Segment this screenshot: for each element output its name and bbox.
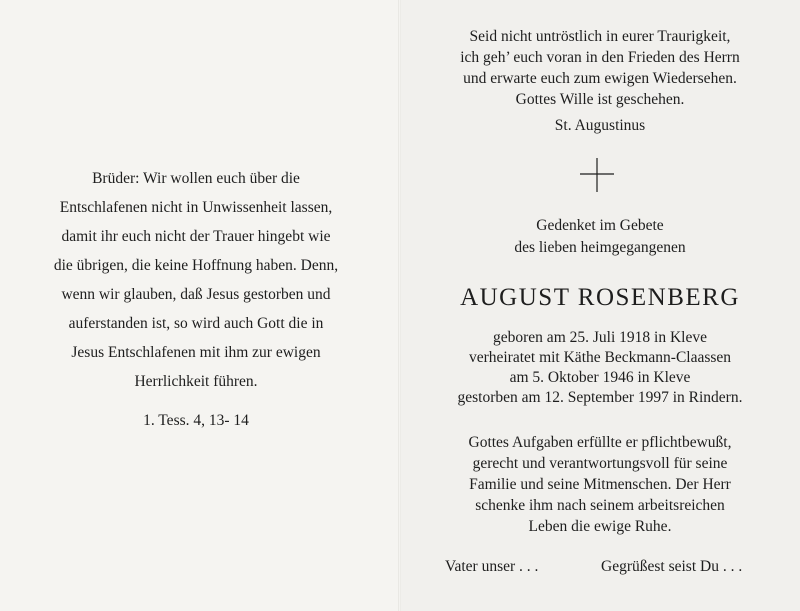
deceased-name: AUGUST ROSENBERG — [460, 284, 740, 311]
verse-line: die übrigen, die keine Hoffnung haben. Denn, — [53, 257, 339, 274]
date-line: verheiratet mit Käthe Beckmann-Claassen — [468, 349, 732, 366]
verse-line: damit ihr euch nicht der Trauer hingebt wie — [61, 228, 331, 245]
tribute-text — [400, 432, 800, 537]
quote-line: und erwarte euch zum ewigen Wiedersehen. — [463, 70, 737, 87]
prayer-our-father: Vater unser . . . — [445, 558, 539, 575]
date-line: gestorben am 12. September 1997 in Rindern. — [457, 389, 743, 406]
tribute-line: Familie und seine Mitmenschen. Der Herr — [469, 476, 731, 493]
tribute-line: Gottes Aufgaben erfüllte er pflichtbewußt, — [468, 434, 732, 451]
remembrance-text — [400, 215, 800, 259]
tribute-line: gerecht und verantwortungsvoll für seine — [472, 455, 728, 472]
quote-line: ich geh’ euch voran in den Frieden des Herrn — [460, 49, 740, 66]
quote-line: Seid nicht untröstlich in eurer Traurigkeit, — [469, 28, 731, 45]
quote — [400, 26, 800, 110]
quote-author: St. Augustinus — [554, 117, 646, 134]
verse-line: Entschlafenen nicht in Unwissenheit lassen, — [59, 199, 333, 216]
verse-line: Brüder: Wir wollen euch über die — [92, 170, 300, 187]
bible-verse — [20, 164, 372, 396]
date-line: geboren am 25. Juli 1918 in Kleve — [493, 329, 707, 346]
cross-icon — [580, 158, 614, 192]
verse-line: Herrlichkeit führen. — [134, 373, 258, 390]
verse-line: wenn wir glauben, daß Jesus gestorben und — [61, 286, 331, 303]
tribute-line: Leben die ewige Ruhe. — [528, 518, 672, 535]
verse-reference: 1. Tess. 4, 13- 14 — [143, 412, 249, 429]
remembrance-line: des lieben heimgegangenen — [514, 239, 686, 256]
verse-line: auferstanden ist, so wird auch Gott die in — [68, 315, 324, 332]
remembrance-line: Gedenket im Gebete — [536, 217, 664, 234]
date-line: am 5. Oktober 1946 in Kleve — [509, 369, 691, 386]
tribute-line: schenke ihm nach seinem arbeitsreichen — [475, 497, 725, 514]
quote-line: Gottes Wille ist geschehen. — [515, 91, 685, 108]
prayer-hail-mary: Gegrüßest seist Du . . . — [601, 558, 743, 575]
verse-line: Jesus Entschlafenen mit ihm zur ewigen — [71, 344, 321, 361]
life-dates — [400, 328, 800, 408]
